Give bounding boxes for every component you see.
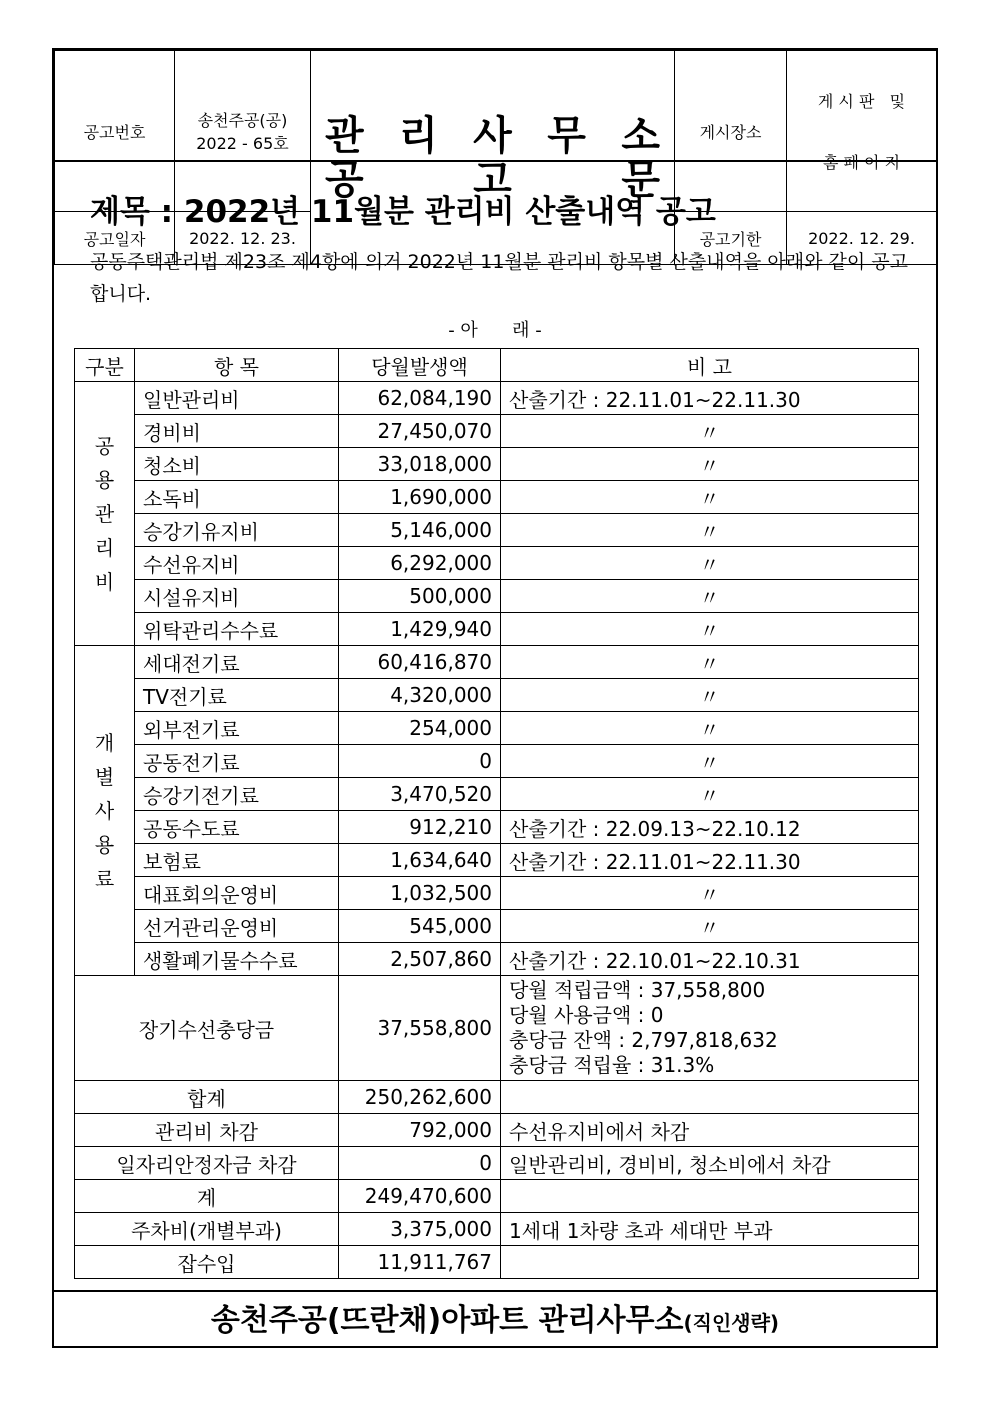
page-title: 제목 : 2022년 11월분 관리비 산출내역 공고 — [90, 194, 716, 230]
item-note: 〃 — [501, 580, 919, 613]
summary-note — [501, 1246, 919, 1279]
col-header-note: 비 고 — [501, 349, 919, 382]
item-note: 〃 — [501, 778, 919, 811]
table-row — [75, 646, 919, 679]
fee-table — [74, 348, 919, 1279]
item-name: 공동전기료 — [135, 745, 339, 778]
item-name: 선거관리운영비 — [135, 910, 339, 943]
item-name: 수선유지비 — [135, 547, 339, 580]
summary-item: 계 — [75, 1180, 339, 1213]
table-row — [75, 844, 919, 877]
summary-row — [75, 1147, 919, 1180]
item-amount: 1,429,940 — [339, 613, 501, 646]
reserve-note-line: 충당금 적립율 : 31.3% — [509, 1053, 715, 1077]
notice-char: 공 — [325, 156, 364, 203]
group-label-char: 공 — [94, 433, 115, 458]
item-amount: 545,000 — [339, 910, 501, 943]
summary-note — [501, 1180, 919, 1213]
table-row — [75, 613, 919, 646]
item-name: 대표회의운영비 — [135, 877, 339, 910]
summary-amount: 249,470,600 — [339, 1180, 501, 1213]
summary-item: 관리비 차감 — [75, 1114, 339, 1147]
summary-item: 합계 — [75, 1081, 339, 1114]
reserve-row — [75, 976, 919, 1081]
item-name: 일반관리비 — [135, 382, 339, 415]
office-heading — [311, 114, 674, 158]
office-char: 소 — [621, 112, 660, 159]
item-note: 산출기간 : 22.11.01~22.11.30 — [501, 844, 919, 877]
item-note: 〃 — [501, 679, 919, 712]
post-place-line1: 게 시 판 및 — [817, 92, 906, 111]
summary-amount: 250,262,600 — [339, 1081, 501, 1114]
notice-char: 고 — [473, 156, 512, 203]
col-header-category: 구분 — [75, 349, 135, 382]
item-note: 산출기간 : 22.09.13~22.10.12 — [501, 811, 919, 844]
item-amount: 0 — [339, 745, 501, 778]
footer-office-name: 송천주공(뜨란채)아파트 관리사무소 — [210, 1303, 684, 1338]
item-note: 〃 — [501, 745, 919, 778]
item-name: 소독비 — [135, 481, 339, 514]
item-amount: 27,450,070 — [339, 415, 501, 448]
col-header-item: 항 목 — [135, 349, 339, 382]
summary-amount: 792,000 — [339, 1114, 501, 1147]
group-label-common — [75, 382, 135, 646]
table-row — [75, 811, 919, 844]
item-amount: 4,320,000 — [339, 679, 501, 712]
office-char: 리 — [399, 112, 438, 159]
summary-row — [75, 1114, 919, 1147]
item-name: 세대전기료 — [135, 646, 339, 679]
summary-note — [501, 1081, 919, 1114]
item-amount: 912,210 — [339, 811, 501, 844]
table-row — [75, 415, 919, 448]
item-note: 〃 — [501, 712, 919, 745]
summary-note: 1세대 1차량 초과 세대만 부과 — [501, 1213, 919, 1246]
item-amount: 1,690,000 — [339, 481, 501, 514]
item-note: 〃 — [501, 514, 919, 547]
summary-row — [75, 1246, 919, 1279]
item-name: 생활폐기물수수료 — [135, 943, 339, 976]
reserve-note-line: 당월 적립금액 : 37,558,800 — [509, 978, 766, 1002]
item-note: 〃 — [501, 481, 919, 514]
notice-date-value: 2022. 12. 23. — [175, 212, 311, 265]
item-name: 시설유지비 — [135, 580, 339, 613]
deadline-value: 2022. 12. 29. — [787, 212, 937, 265]
item-name: 공동수도료 — [135, 811, 339, 844]
table-row — [75, 778, 919, 811]
group-label-char: 료 — [94, 866, 115, 891]
item-amount: 60,416,870 — [339, 646, 501, 679]
office-char: 관 — [325, 112, 364, 159]
summary-item: 주차비(개별부과) — [75, 1213, 339, 1246]
office-notice-heading — [311, 51, 675, 265]
item-note: 〃 — [501, 877, 919, 910]
item-note: 산출기간 : 22.10.01~22.10.31 — [501, 943, 919, 976]
group-label-char: 용 — [94, 832, 115, 857]
table-row — [75, 382, 919, 415]
header-divider — [54, 160, 936, 162]
office-char: 사 — [473, 112, 512, 159]
summary-amount: 11,911,767 — [339, 1246, 501, 1279]
reserve-notes — [501, 976, 919, 1081]
item-name: TV전기료 — [135, 679, 339, 712]
item-name: 외부전기료 — [135, 712, 339, 745]
group-label-char: 리 — [94, 535, 115, 560]
item-amount: 33,018,000 — [339, 448, 501, 481]
office-char: 무 — [547, 112, 586, 159]
col-header-amount: 당월발생액 — [339, 349, 501, 382]
table-row — [75, 448, 919, 481]
summary-row — [75, 1081, 919, 1114]
summary-note: 일반관리비, 경비비, 청소비에서 차감 — [501, 1147, 919, 1180]
post-place-line2: 홈 페 이 지 — [822, 153, 901, 172]
table-row — [75, 910, 919, 943]
item-amount: 254,000 — [339, 712, 501, 745]
table-row — [75, 712, 919, 745]
item-note: 〃 — [501, 910, 919, 943]
group-label-individual — [75, 646, 135, 976]
table-row — [75, 481, 919, 514]
item-name: 청소비 — [135, 448, 339, 481]
intro-text: 공동주택관리법 제23조 제4항에 의거 2022년 11월분 관리비 항목별 산출내역을 아래와 같이 공고합니다. — [90, 251, 908, 305]
notice-no-line1: 송천주공(공) — [197, 111, 288, 130]
summary-item: 일자리안정자금 차감 — [75, 1147, 339, 1180]
item-note: 〃 — [501, 547, 919, 580]
item-amount: 5,146,000 — [339, 514, 501, 547]
item-amount: 500,000 — [339, 580, 501, 613]
group-label-char: 용 — [94, 467, 115, 492]
summary-row — [75, 1213, 919, 1246]
footer-office — [54, 1290, 936, 1350]
item-amount: 1,634,640 — [339, 844, 501, 877]
item-name: 보험료 — [135, 844, 339, 877]
notice-header-table — [54, 50, 937, 265]
group-label-char: 사 — [94, 798, 115, 823]
summary-row — [75, 1180, 919, 1213]
item-amount: 2,507,860 — [339, 943, 501, 976]
group-label-char: 관 — [94, 501, 115, 526]
reserve-note-line: 충당금 잔액 : 2,797,818,632 — [509, 1028, 778, 1052]
item-note: 산출기간 : 22.11.01~22.11.30 — [501, 382, 919, 415]
table-row — [75, 745, 919, 778]
item-name: 위탁관리수수료 — [135, 613, 339, 646]
summary-amount: 3,375,000 — [339, 1213, 501, 1246]
group-label-char: 별 — [94, 764, 115, 789]
item-note: 〃 — [501, 415, 919, 448]
reserve-item: 장기수선충당금 — [75, 976, 339, 1081]
item-name: 경비비 — [135, 415, 339, 448]
post-place-value — [787, 51, 937, 212]
notice-no-label: 공고번호 — [55, 51, 175, 212]
table-row — [75, 679, 919, 712]
summary-amount: 0 — [339, 1147, 501, 1180]
item-note: 〃 — [501, 646, 919, 679]
summary-note: 수선유지비에서 차감 — [501, 1114, 919, 1147]
item-note: 〃 — [501, 613, 919, 646]
item-note: 〃 — [501, 448, 919, 481]
table-row — [75, 547, 919, 580]
notice-no-line2: 2022 - 65호 — [196, 134, 289, 153]
item-amount: 6,292,000 — [339, 547, 501, 580]
item-amount: 1,032,500 — [339, 877, 501, 910]
item-amount: 62,084,190 — [339, 382, 501, 415]
item-amount: 3,470,520 — [339, 778, 501, 811]
item-name: 승강기전기료 — [135, 778, 339, 811]
item-name: 승강기유지비 — [135, 514, 339, 547]
footer-seal-note: (직인생략) — [683, 1311, 780, 1335]
post-place-label: 게시장소 — [675, 51, 787, 212]
reserve-note-line: 당월 사용금액 : 0 — [509, 1003, 664, 1027]
group-label-char: 개 — [94, 730, 115, 755]
deadline-label: 공고기한 — [675, 212, 787, 265]
table-row — [75, 514, 919, 547]
reserve-amount: 37,558,800 — [339, 976, 501, 1081]
below-label: - 아 래 - — [448, 320, 542, 341]
group-label-char: 비 — [94, 569, 115, 594]
notice-page — [52, 48, 938, 1348]
summary-item: 잡수입 — [75, 1246, 339, 1279]
table-row — [75, 877, 919, 910]
table-row — [75, 580, 919, 613]
notice-date-label: 공고일자 — [55, 212, 175, 265]
notice-char: 문 — [621, 156, 660, 203]
table-row — [75, 943, 919, 976]
